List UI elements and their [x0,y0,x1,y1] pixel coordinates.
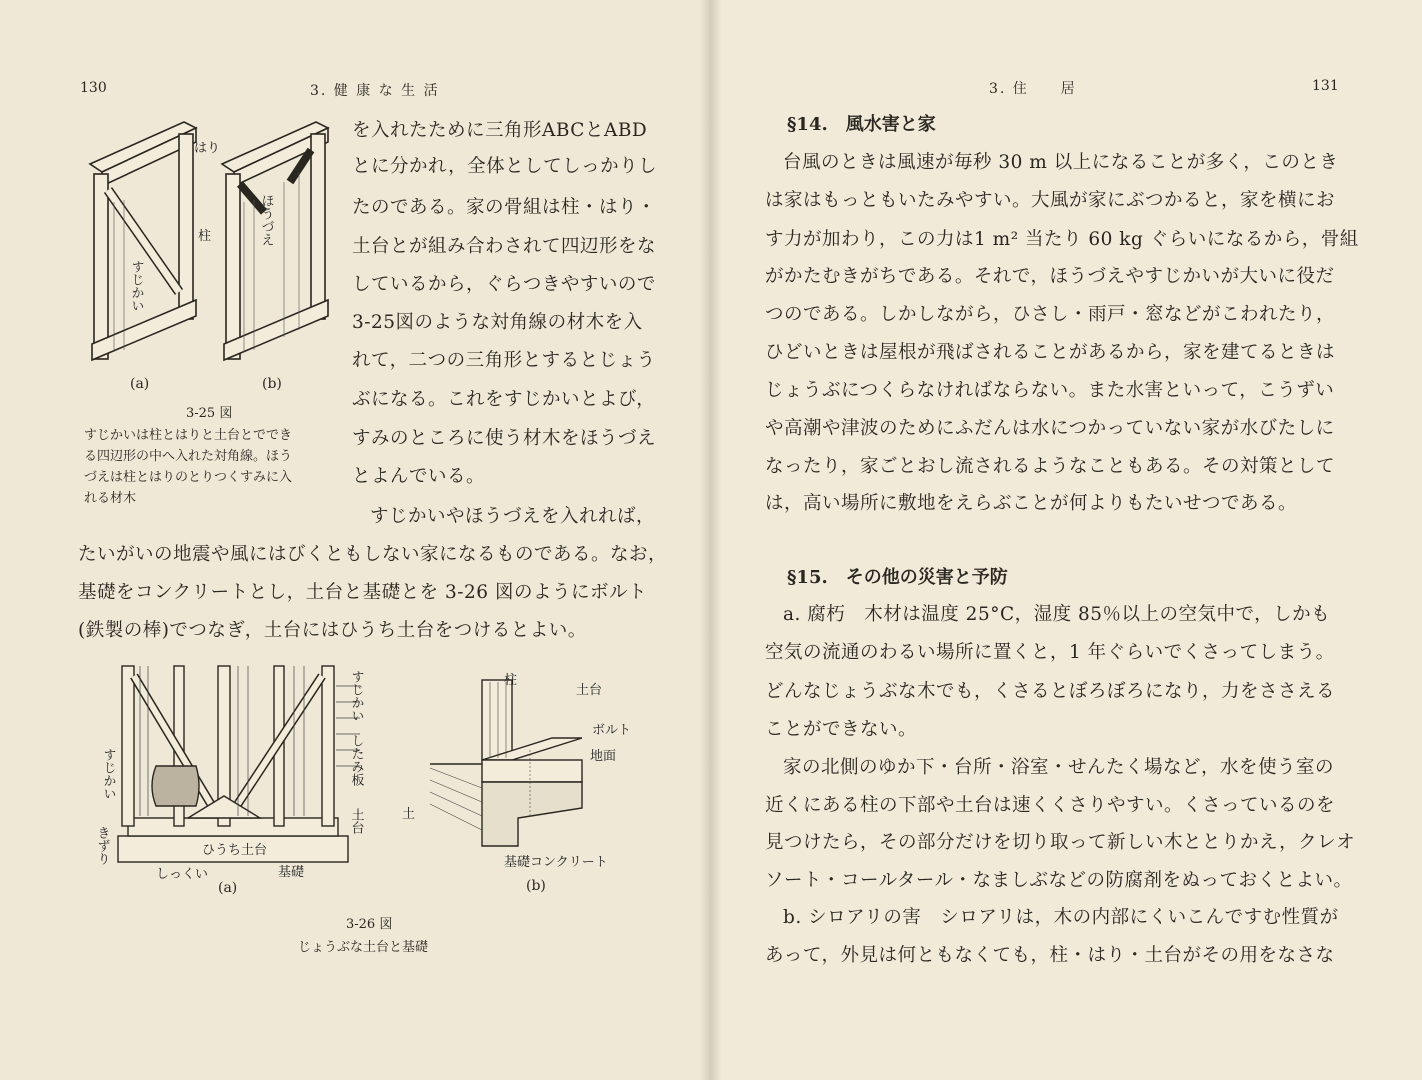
fig-3-25-number: 3-25 図 [186,406,233,421]
fig-label-shitamiita: したみ板 [348,734,364,786]
fig-label-sujikai-left: すじかい [100,748,116,800]
text-line: ソート・コールタール・なましぶなどの防腐剤をぬっておくとよい。 [765,870,1353,891]
fig-label-hiuchi: ひうち土台 [202,843,268,858]
text-line: 土台とが組み合わされて四辺形をな [352,236,657,257]
text-line: 3-25図のような対角線の材木を入 [352,312,643,333]
text-line: b. シロアリの害 シロアリは，木の内部にくいこんですむ性質が [783,907,1339,928]
fig-label-jimen: 地面 [590,749,617,764]
text-line: 家の北側のゆか下・台所・浴室・せんたく場など，水を使う室の [783,757,1335,778]
text-line: ことができない。 [765,719,918,740]
text-line: 空気の流通のわるい場所に置くと，1 年ぐらいでくさってしまう。 [765,642,1335,663]
fig-label-hari: はり [194,141,221,156]
right-page [711,0,1422,1080]
fig-label-kiso: 基礎 [278,865,305,880]
page-number: 131 [1312,78,1339,94]
fig-label-sujikai-top: すじかい [348,670,364,722]
text-line: す力が加わり，この力は1 m² 当たり 60 kg ぐらいになるから，骨組 [765,229,1359,250]
text-line: は，高い場所に敷地をえらぶことが何よりもたいせつである。 [765,493,1298,514]
fig-3-26-sub-a: (a) [218,880,238,896]
text-line: じょうぶにつくらなければならない。また水害といって，こうずい [765,380,1335,401]
text-line: とよんでいる。 [352,466,486,487]
section-15-heading: §15. その他の災害と予防 [787,567,1008,588]
text-line: とに分かれ，全体としてしっかりし [352,156,658,177]
section-14-heading: §14. 風水害と家 [787,114,936,135]
text-line: や高潮や津波のためにふだんは水につかっていない家が水びたしに [765,418,1335,439]
fig-label-hashira: 柱 [198,229,212,244]
fig-label-shikkui: しっくい [156,867,209,882]
fig-label-dodai-b: 土台 [576,683,603,698]
fig-label-tsuchi: 土 [402,807,416,822]
text-line: どんなじょうぶな木でも，くさるとぼろぼろになり，力をささえる [765,681,1336,702]
fig-label-kiso-concrete: 基礎コンクリート [504,855,608,870]
book-gutter [700,0,722,1080]
text-line: あって，外見は何ともなくても，柱・はり・土台がその用をなさな [765,945,1335,966]
text-line: しているから，ぐらつきやすいので [352,274,656,295]
page-number: 130 [80,80,107,96]
text-line: すみのところに使う材木をほうづえ [352,428,657,449]
figure-3-26b-foundation-section [400,668,632,880]
figure-3-25-frames [84,112,344,374]
running-head: 3. 住 居 [989,81,1077,97]
text-line: 近くにある柱の下部や土台は速くくさりやすい。くさっているのを [765,795,1336,816]
text-line: を入れたために三角形ABCとABD [352,120,648,141]
fig-label-hashira-b: 柱 [504,673,518,688]
text-line: a. 腐朽 木材は温度 25°C，湿度 85％以上の空気中で，しかも [783,604,1331,625]
text-line: 基礎をコンクリートとし，土台と基礎とを 3-26 図のようにボルト [78,582,647,603]
fig-label-dodai: 土台 [348,808,364,834]
text-line: れて，二つの三角形とするとじょう [352,350,656,371]
text-line: なったり，家ごとおし流されるようなこともある。その対策として [765,456,1336,477]
fig-3-25-caption-line: れる材木 [84,491,137,506]
fig-3-25-sub-a: (a) [130,376,150,392]
fig-3-25-caption-line: る四辺形の中へ入れた対角線。ほう [84,449,293,464]
text-line: たのである。家の骨組は柱・はり・ [352,197,657,218]
fig-label-houzue: ほうづえ [258,194,274,246]
fig-label-sujikai: すじかい [128,260,144,312]
text-line: 台風のときは風速が毎秒 30 m 以上になることが多く，このとき [783,152,1339,173]
fig-3-26-number: 3-26 図 [346,917,393,932]
fig-3-25-caption-line: づえは柱とはりのとりつくすみに入 [84,470,293,485]
fig-label-kizuri: きずり [94,826,110,865]
text-line: すじかいやほうづえを入れれば， [370,506,656,527]
fig-3-25-sub-b: (b) [262,376,282,392]
text-line: ひどいときは屋根が飛ばされることがあるから，家を建てるときは [765,342,1336,363]
text-line: つのである。しかしながら，ひさし・雨戸・窓などがこわれたり， [765,304,1336,325]
text-line: 見つけたら，その部分だけを切り取って新しい木ととりかえ，クレオ [765,832,1356,853]
fig-3-26-sub-b: (b) [526,878,546,894]
text-line: たいがいの地震や風にはびくともしない家になるものである。なお， [78,544,668,565]
text-line: は家はもっともいたみやすい。大風が家にぶつかると，家を横にお [765,190,1336,211]
text-line: (鉄製の棒)でつなぎ，土台にはひうち土台をつけるとよい。 [78,620,587,641]
text-line: ぶになる。これをすじかいとよび， [352,389,656,410]
fig-label-bolt: ボルト [592,723,632,738]
running-head: 3. 健 康 な 生 活 [310,83,440,99]
figure-3-26a-wall-framing [94,656,388,888]
text-line: がかたむきがちである。それで，ほうづえやすじかいが大いに役だ [765,266,1335,287]
fig-3-25-caption-line: すじかいは柱とはりと土台とででき [84,428,293,443]
fig-3-26-caption: じょうぶな土台と基礎 [298,940,429,955]
